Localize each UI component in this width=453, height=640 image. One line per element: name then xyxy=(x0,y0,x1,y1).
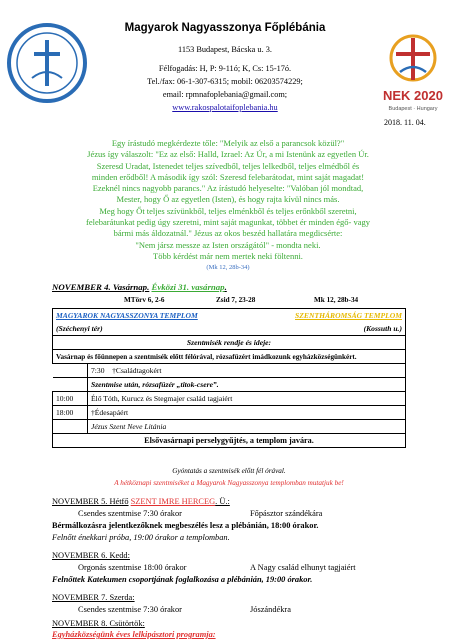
website-link[interactable]: www.rakospalotaifoplebania.hu xyxy=(172,103,278,112)
office-hours: Félfogadás: H, P: 9-11ó; K, Cs: 15-17ó. xyxy=(158,64,292,73)
sunday-heading xyxy=(52,282,227,292)
table-row xyxy=(53,434,406,448)
gospel-line: Ezeknél nincs nagyobb parancs." Az írástudó helyeselte: "Valóban jól mondtad, xyxy=(92,183,364,194)
table-row xyxy=(53,350,406,364)
reading-2: Zsid 7, 23-28 xyxy=(216,296,256,304)
square-left: (Széchenyi tér) xyxy=(56,324,103,333)
nek-title: NEK 2020 xyxy=(383,88,443,103)
wednesday-mass: Csendes szentmise 7:30 órakor xyxy=(78,605,182,614)
parish-title: Magyarok Nagyasszonya Főplébánia xyxy=(124,22,326,34)
mass-intention: Élő Tóth, Kurucz és Stegmajer család tagjaiért xyxy=(88,392,406,406)
mass-time: 7:30 xyxy=(91,366,105,375)
gospel-line: Egy írástudó megkérdezte tőle: "Melyik az első a parancsok közül?" xyxy=(111,138,345,148)
monday-mass: Csendes szentmise 7:30 órakor xyxy=(78,509,182,518)
nek-subtitle: Budapest · Hungary xyxy=(388,106,438,112)
litany: Jézus Szent Neve Litánia xyxy=(88,420,406,434)
choir-note: Felnőtt énekkari próba, 19:00 órakor a templomban. xyxy=(52,533,230,542)
weekday-note: A hétköznapi szentmiséket a Magyarok Nagyasszonya templomban mutatjuk be! xyxy=(114,479,344,487)
table-row xyxy=(53,309,406,323)
confirmation-note: Bérmálkozásra jelentkezőknek megbeszélés lesz a plébánián, 18:00 órakor. xyxy=(52,521,319,530)
website-wrap xyxy=(95,102,355,113)
gospel-line: Meg hogy Őt teljes szívünkből, teljes elménkből és teljes erőnkből szeretni, xyxy=(99,205,357,216)
sunday-date: NOVEMBER 4. Vasárnap. xyxy=(52,282,150,292)
email-line: email: rpmnafoplebania@gmail.com; xyxy=(162,90,288,99)
table-row xyxy=(53,406,406,420)
gospel-line: Jézus így válaszolt: "Ez az első: Halld, Izrael: Az Úr, a mi Istenünk az egyetlen Úr. xyxy=(87,149,369,160)
monday-mass-intention: Főpásztor szándékára xyxy=(250,509,323,518)
table-row xyxy=(53,336,406,350)
rosary-exchange: Szentmise után, rózsafüzér „titok-csere”. xyxy=(88,378,406,392)
wednesday-mass-intention: Jószándékra xyxy=(250,605,291,614)
parish-logo-icon xyxy=(4,18,90,108)
mass-intention: †Édesapáért xyxy=(88,406,406,420)
collection-note: Elsővasárnapi perselygyűjtés, a templom javára. xyxy=(53,434,406,448)
sunday-feast: Évközi 31. vasárnap xyxy=(151,282,225,292)
gospel-reference: (Mk 12, 28b-34) xyxy=(206,264,250,272)
order-title: Szentmisék rendje és ideje: xyxy=(53,336,406,350)
table-row xyxy=(53,364,406,378)
gospel-line: bármi más áldozatnál." Jézus az okos beszéd hallatára megdicsérte: xyxy=(113,228,343,239)
rosary-notice: Vasárnap és főünnepen a szentmisék előtt félórával, rózsafüzért imádkozunk egyházközségünkért. xyxy=(53,350,406,364)
mass-schedule-table xyxy=(52,308,406,448)
gospel-text xyxy=(52,138,404,274)
table-row xyxy=(53,378,406,392)
table-row xyxy=(53,420,406,434)
gospel-line: minden erődből! A második így szól: Szeresd felebarátodat, mint saját magadat! xyxy=(91,171,365,182)
phone-line: Tel./fax: 06-1-307-6315; mobil: 06203574229; xyxy=(147,77,303,86)
wednesday-heading: NOVEMBER 7. Szerda: xyxy=(52,593,135,602)
table-row xyxy=(53,392,406,406)
mass-intention: †Családtagokért xyxy=(112,366,162,375)
tuesday-mass: Orgonás szentmise 18:00 órakor xyxy=(78,563,187,572)
reading-1: MTörv 6, 2-6 xyxy=(124,296,165,304)
church-right: SZENTHÁROMSÁG TEMPLOM xyxy=(295,311,402,320)
gospel-line: Mester, hogy Ő az egyetlen (Isten), és hogy rajta kívül nincs más. xyxy=(116,194,340,205)
monday-date: NOVEMBER 5. Hétfő xyxy=(52,497,129,506)
reading-3: Mk 12, 28b-34 xyxy=(314,296,359,304)
monday-heading xyxy=(52,497,230,506)
thursday-program: Egyházközségünk éves lelkipásztori programja: xyxy=(52,630,216,639)
nek-logo-icon xyxy=(380,28,446,114)
parish-address: 1153 Budapest, Bácska u. 3. xyxy=(178,45,272,54)
gospel-line: Szeresd Uradat, Istenedet teljes szívedből, teljes lelkedből, teljes elmédből és xyxy=(96,160,360,171)
tuesday-mass-intention: A Nagy család elhunyt tagjaiért xyxy=(250,563,356,572)
mass-time: 10:00 xyxy=(53,392,88,406)
monday-suffix: . Ü.: xyxy=(215,497,230,506)
gospel-line: Több kérdést már nem mertek neki föltenni. xyxy=(153,250,303,261)
mass-time: 18:00 xyxy=(53,406,88,420)
thursday-heading: NOVEMBER 8. Csütörtök: xyxy=(52,619,145,628)
catechumen-note: Felnőttek Katekumen csoportjának foglalkozása a plébánián, 19:00 órakor. xyxy=(52,575,313,584)
tuesday-heading: NOVEMBER 6. Kedd: xyxy=(52,551,130,560)
church-left: MAGYAROK NAGYASSZONYA TEMPLOM xyxy=(56,311,198,320)
square-right: (Kossuth u.) xyxy=(363,324,402,333)
gospel-line: "Nem jársz messze az Isten országától" - mondta neki. xyxy=(135,239,321,250)
sunday-suffix: . xyxy=(224,282,227,292)
monday-feast: SZENT IMRE HERCEG xyxy=(130,497,216,506)
confession-note: Gyóntatás a szentmisék előtt fél órával. xyxy=(172,467,286,475)
gospel-line: felebarátunkat pedig úgy szeretni, mint saját magunkat, többet ér minden égő- vagy xyxy=(86,217,370,228)
bulletin-date: 2018. 11. 04. xyxy=(384,118,426,127)
table-row xyxy=(53,322,406,336)
